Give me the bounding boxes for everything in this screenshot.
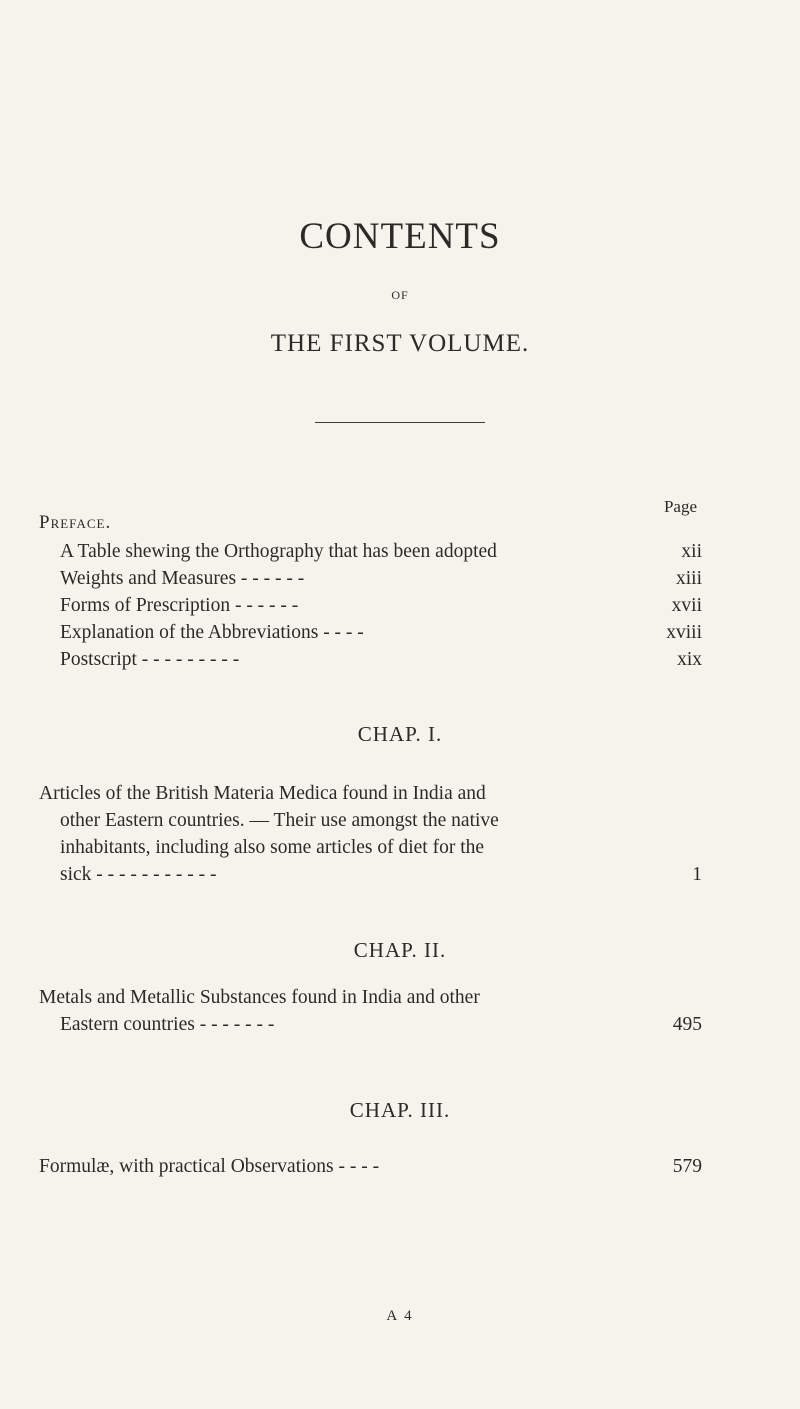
chapter-1-line-1: Articles of the British Materia Medica found in India and — [39, 783, 486, 804]
chapter-3-line-1: Formulæ, with practical Observations - - - - — [39, 1156, 380, 1177]
chapter-1-line-4: sick - - - - - - - - - - - — [60, 864, 217, 885]
chapter-2-line-1: Metals and Metallic Substances found in India and other — [39, 987, 480, 1008]
chapter-1-line-3: inhabitants, including also some articles of diet for the — [60, 837, 485, 858]
title-rule — [315, 422, 485, 423]
title-connector: OF — [391, 288, 409, 302]
preface-entry-5: Postscript - - - - - - - - - — [60, 649, 240, 670]
preface-entry-4-page: xviii — [666, 622, 702, 643]
preface-entry-5-page: xix — [677, 649, 702, 670]
preface-entry-2: Weights and Measures - - - - - - — [60, 568, 305, 589]
chapter-2-page: 495 — [672, 1014, 702, 1035]
preface-entry-1-page: xii — [681, 541, 702, 562]
chapter-2-heading: CHAP. II. — [353, 938, 447, 962]
printer-signature-mark: A 4 — [386, 1308, 414, 1324]
preface-heading: Preface. — [39, 512, 112, 533]
chapter-1-heading: CHAP. I. — [357, 722, 443, 746]
preface-entry-1: A Table shewing the Orthography that has been adopted — [60, 541, 497, 562]
preface-entry-3-page: xvii — [671, 595, 702, 616]
preface-entry-3: Forms of Prescription - - - - - - — [60, 595, 299, 616]
chapter-3-page: 579 — [672, 1156, 702, 1177]
preface-entry-4: Explanation of the Abbreviations - - - - — [60, 622, 364, 643]
preface-entry-2-page: xiii — [675, 568, 702, 589]
page-column-label: Page — [663, 497, 697, 516]
chapter-2-line-2: Eastern countries - - - - - - - — [60, 1014, 275, 1035]
chapter-1-line-2: other Eastern countries. — Their use amongst the native — [60, 810, 499, 831]
chapter-3-heading: CHAP. III. — [349, 1098, 451, 1122]
page-subtitle: THE FIRST VOLUME. — [270, 330, 530, 357]
page-title: CONTENTS — [299, 216, 501, 257]
chapter-1-page: 1 — [692, 864, 702, 885]
